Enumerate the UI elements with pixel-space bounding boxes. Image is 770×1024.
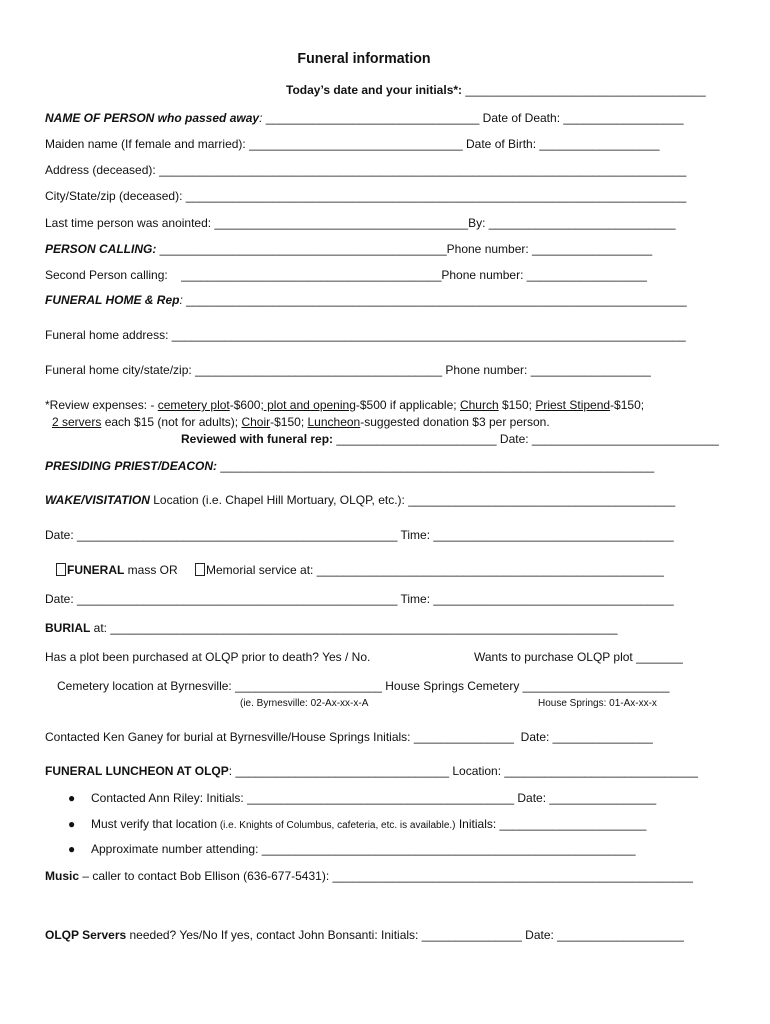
- wake-date-row: [45, 528, 674, 542]
- burial-label: BURIAL: [45, 621, 91, 635]
- byrnesville-hint: (ie. Byrnesville: 02-Ax-xx-x-A: [240, 698, 369, 709]
- person-calling-row: [45, 242, 652, 256]
- anointed-by-field[interactable]: ____________________________: [485, 216, 676, 230]
- plot-question: Has a plot been purchased at OLQP prior to death? Yes / No.: [45, 650, 371, 664]
- second-calling-phone-field[interactable]: __________________: [523, 268, 647, 282]
- anointed-field[interactable]: ______________________________________: [211, 216, 469, 230]
- servers-expense: 2 servers: [52, 415, 102, 429]
- funeral-home-row: [45, 293, 687, 307]
- bullet-icon: ●: [68, 842, 76, 856]
- mass-date-row: [45, 592, 674, 606]
- fh-address-label: Funeral home address:: [45, 328, 169, 342]
- servers-date-field[interactable]: ___________________: [553, 928, 684, 942]
- presiding-row: [45, 459, 654, 473]
- funeral-mass-row: [56, 563, 664, 577]
- anointed-by-label: By:: [468, 216, 486, 230]
- mass-date-field[interactable]: ________________________________________________: [73, 592, 398, 606]
- priest-stipend: Priest Stipend: [535, 398, 611, 412]
- house-springs-hint: House Springs: 01-Ax-xx-x: [538, 698, 657, 709]
- second-calling-field[interactable]: _______________________________________: [167, 268, 442, 282]
- fh-phone-label: Phone number:: [442, 363, 528, 377]
- ganey-date-field[interactable]: _______________: [549, 730, 653, 744]
- luncheon-label: FUNERAL LUNCHEON AT OLQP: [45, 764, 229, 778]
- address-field[interactable]: _______________________________________________________________________________: [155, 163, 687, 177]
- riley-initials-field[interactable]: ________________________________________: [243, 791, 515, 805]
- servers-question: needed? Yes/No If yes, contact John Bonsanti: Initials:: [126, 928, 419, 942]
- riley-date-label: Date:: [514, 791, 547, 805]
- date-of-birth-label: Date of Birth:: [462, 137, 537, 151]
- servers-row: [45, 928, 684, 942]
- plot-opening: plot and opening: [263, 398, 356, 412]
- fh-city-row: [45, 363, 651, 377]
- luncheon-expense: Luncheon: [307, 415, 361, 429]
- funeral-mass-label: FUNERAL: [67, 563, 125, 577]
- wants-plot-row: [474, 650, 683, 664]
- bullet-icon: ●: [68, 817, 76, 831]
- wake-date-field[interactable]: ________________________________________________: [73, 528, 398, 542]
- person-calling-field[interactable]: ___________________________________________: [156, 242, 447, 256]
- burial-at-label: at:: [90, 621, 108, 635]
- person-calling-phone-field[interactable]: __________________: [528, 242, 653, 256]
- person-calling-label: PERSON CALLING:: [45, 242, 157, 256]
- reviewed-field[interactable]: ________________________: [333, 432, 497, 446]
- riley-date-field[interactable]: ________________: [546, 791, 657, 805]
- funeral-home-field[interactable]: ___________________________________________________________________________: [182, 293, 687, 307]
- page-title: Funeral information: [297, 50, 431, 67]
- wants-plot-label: Wants to purchase OLQP plot: [474, 650, 633, 664]
- cemetery-plot: cemetery plot: [157, 398, 230, 412]
- luncheon-location-field[interactable]: _____________________________: [501, 764, 698, 778]
- ganey-date-label: Date:: [513, 730, 550, 744]
- todays-date-field[interactable]: ____________________________________: [465, 83, 706, 97]
- expenses-row-1: [45, 398, 644, 412]
- todays-date-row: [286, 83, 706, 97]
- wake-time-field[interactable]: ____________________________________: [430, 528, 674, 542]
- verify-row: [91, 817, 646, 831]
- luncheon-row: [45, 764, 698, 778]
- cemetery-row: [57, 679, 669, 693]
- wake-date-label: Date:: [45, 528, 74, 542]
- reviewed-row: [181, 432, 719, 446]
- luncheon-price: -suggested donation $3 per person.: [360, 415, 550, 429]
- music-field[interactable]: ______________________________________________________: [329, 869, 693, 883]
- wake-location-label: Location (i.e. Chapel Hill Mortuary, OLQP, etc.):: [149, 493, 405, 507]
- verify-initials-field[interactable]: ______________________: [496, 817, 647, 831]
- memorial-service-checkbox[interactable]: [195, 563, 205, 576]
- reviewed-date-field[interactable]: ____________________________: [528, 432, 719, 446]
- luncheon-location-label: Location:: [449, 764, 502, 778]
- memorial-service-field[interactable]: ____________________________________________________: [313, 563, 664, 577]
- music-label: Music: [45, 869, 80, 883]
- name-field[interactable]: ________________________________: [262, 111, 480, 125]
- servers-date-label: Date:: [521, 928, 554, 942]
- cemetery-label: Cemetery location at Byrnesville:: [57, 679, 232, 693]
- ganey-label: Contacted Ken Ganey for burial at Byrnesville/House Springs Initials:: [45, 730, 411, 744]
- city-label: City/State/zip (deceased):: [45, 189, 183, 203]
- wake-time-label: Time:: [397, 528, 431, 542]
- presiding-label: PRESIDING PRIEST/DEACON:: [45, 459, 218, 473]
- person-calling-phone-label: Phone number:: [446, 242, 529, 256]
- maiden-label: Maiden name (If female and married):: [45, 137, 246, 151]
- ganey-row: [45, 730, 653, 744]
- wake-location-field[interactable]: ________________________________________: [404, 493, 676, 507]
- cemetery-plot-price: -$600;: [229, 398, 264, 412]
- mass-time-field[interactable]: ____________________________________: [430, 592, 674, 606]
- second-calling-row: [45, 268, 647, 282]
- date-of-death-label: Date of Death:: [479, 111, 561, 125]
- church-price: $150;: [498, 398, 536, 412]
- church: Church: [459, 398, 499, 412]
- anointed-label: Last time person was anointed:: [45, 216, 212, 230]
- memorial-service-label: Memorial service at:: [206, 563, 314, 577]
- fh-city-label: Funeral home city/state/zip:: [45, 363, 192, 377]
- fh-phone-field[interactable]: __________________: [527, 363, 651, 377]
- city-field[interactable]: ___________________________________________________________________________: [182, 189, 687, 203]
- music-row: [45, 869, 693, 883]
- fh-address-field[interactable]: _____________________________________________________________________________: [168, 328, 686, 342]
- reviewed-date-label: Date:: [496, 432, 529, 446]
- maiden-field[interactable]: ________________________________: [245, 137, 463, 151]
- riley-label: Contacted Ann Riley: Initials:: [91, 791, 244, 805]
- name-row: [45, 111, 684, 125]
- city-row: [45, 189, 686, 203]
- verify-initials-label: Initials:: [455, 817, 497, 831]
- date-of-birth-field[interactable]: __________________: [536, 137, 660, 151]
- house-springs-field[interactable]: ______________________: [519, 679, 670, 693]
- mass-time-label: Time:: [397, 592, 431, 606]
- name-label: NAME OF PERSON who passed away: [45, 111, 260, 125]
- expenses-row-2: [52, 415, 550, 429]
- second-calling-label: Second Person calling:: [45, 268, 168, 282]
- todays-date-label: Today’s date and your initials*:: [286, 83, 463, 97]
- fh-address-row: [45, 328, 686, 342]
- address-label: Address (deceased):: [45, 163, 156, 177]
- approx-label: Approximate number attending:: [91, 842, 259, 856]
- choir-price: -$150;: [270, 415, 308, 429]
- ganey-initials-field[interactable]: _______________: [410, 730, 514, 744]
- wants-plot-field[interactable]: _______: [632, 650, 683, 664]
- music-caller-label: – caller to contact Bob Ellison (636-677-5431):: [79, 869, 330, 883]
- priest-stipend-price: -$150;: [610, 398, 645, 412]
- wake-label: WAKE/VISITATION: [45, 493, 150, 507]
- funeral-home-label: FUNERAL HOME & Rep: [45, 293, 180, 307]
- burial-row: [45, 621, 618, 635]
- anointed-row: [45, 216, 676, 230]
- byrnesville-field[interactable]: ______________________: [231, 679, 382, 693]
- address-row: [45, 163, 686, 177]
- wake-row: [45, 493, 675, 507]
- servers-price: each $15 (not for adults);: [101, 415, 242, 429]
- mass-date-label: Date:: [45, 592, 74, 606]
- servers-initials-field[interactable]: _______________: [418, 928, 522, 942]
- house-springs-label: House Springs Cemetery: [381, 679, 520, 693]
- burial-field[interactable]: ____________________________________________________________________________: [107, 621, 618, 635]
- expenses-prefix: *Review expenses: -: [45, 398, 158, 412]
- name-colon: :: [259, 111, 263, 125]
- riley-row: [91, 791, 656, 805]
- reviewed-label: Reviewed with funeral rep:: [181, 432, 334, 446]
- verify-hint: (i.e. Knights of Columbus, cafeteria, etc. is available.): [217, 820, 456, 831]
- approx-row: [91, 842, 636, 856]
- servers-label: OLQP Servers: [45, 928, 127, 942]
- fh-city-field[interactable]: _____________________________________: [191, 363, 442, 377]
- presiding-field[interactable]: _________________________________________________________________: [217, 459, 655, 473]
- maiden-row: [45, 137, 660, 151]
- luncheon-colon: :: [228, 764, 233, 778]
- verify-label: Must verify that location: [91, 817, 218, 831]
- second-calling-phone-label: Phone number:: [441, 268, 524, 282]
- approx-field[interactable]: ________________________________________________________: [258, 842, 636, 856]
- bullet-icon: ●: [68, 791, 76, 805]
- luncheon-field[interactable]: ________________________________: [232, 764, 450, 778]
- funeral-home-colon: :: [179, 293, 183, 307]
- plot-opening-price: -$500 if applicable;: [355, 398, 460, 412]
- choir: Choir: [241, 415, 271, 429]
- funeral-mass-checkbox[interactable]: [56, 563, 66, 576]
- mass-or-label: mass OR: [124, 563, 178, 577]
- date-of-death-field[interactable]: __________________: [560, 111, 684, 125]
